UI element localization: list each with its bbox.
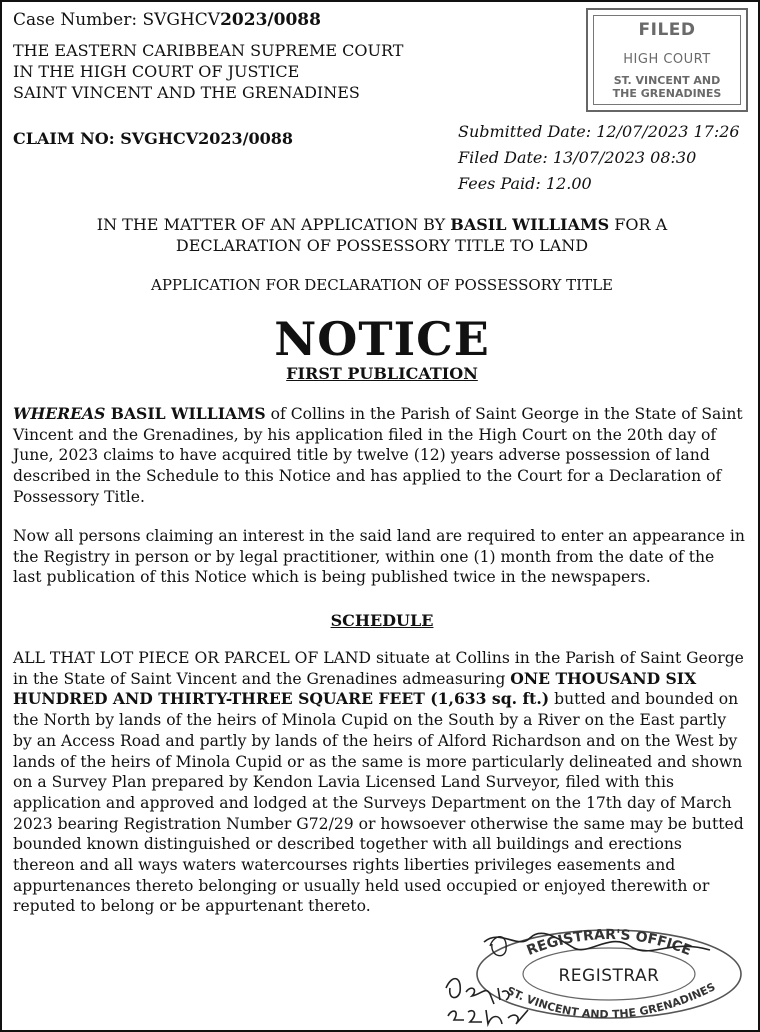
matter-line-2: DECLARATION OF POSSESSORY TITLE TO LAND: [175, 236, 589, 255]
registrar-label: REGISTRAR: [558, 966, 660, 986]
matter-suffix: FOR A: [609, 215, 668, 234]
filed-stamp-location: [588, 74, 746, 100]
whereas-text: of Collins in the Parish of Saint George in the State of Saint Vincent and the Grenadines, by his application filed in the High Court on the 20th day of June, 2023 claims to have acquired title by twelve (12) years adverse possession of land described in the Schedule to this Notice and has applied to the Court for a Declaration of Possessory Title.: [13, 405, 743, 506]
whereas-name: BASIL WILLIAMS: [105, 404, 266, 423]
filing-dates: [458, 119, 740, 197]
matter-prefix: IN THE MATTER OF AN APPLICATION BY: [96, 215, 451, 234]
deputy-handwriting: [442, 970, 562, 1030]
application-title: APPLICATION FOR DECLARATION OF POSSESSORY TITLE: [151, 276, 613, 294]
claim-number: CLAIM NO: SVGHCV2023/0088: [13, 129, 294, 148]
court-line-3: SAINT VINCENT AND THE GRENADINES: [13, 83, 360, 102]
filed-stamp-location-line-1: ST. VINCENT AND: [613, 74, 721, 87]
fees-paid: Fees Paid: 12.00: [458, 174, 592, 193]
seal-bottom-text: ST. VINCENT AND THE GRENADINES: [504, 980, 718, 1022]
applicant-name: BASIL WILLIAMS: [450, 215, 610, 234]
case-number-prefix: Case Number: SVGHCV: [13, 10, 221, 30]
case-number-year: 2023/0088: [220, 10, 321, 30]
matter-line-1: [22, 214, 742, 235]
date-handwriting-scribble: [448, 1010, 528, 1024]
court-line-1: THE EASTERN CARIBBEAN SUPREME COURT: [13, 41, 404, 60]
filed-stamp: [586, 8, 748, 112]
whereas-word: WHEREAS: [13, 404, 106, 423]
notice-title: NOTICE: [274, 312, 490, 366]
schedule-paragraph: [13, 648, 747, 917]
whereas-paragraph: [13, 404, 747, 508]
filed-date: Filed Date: 13/07/2023 08:30: [458, 148, 697, 167]
schedule-area: ONE THOUSAND SIX HUNDRED AND THIRTY-THREE SQUARE FEET (1,633 sq. ft.): [13, 668, 697, 709]
filed-stamp-location-line-2: THE GRENADINES: [612, 87, 722, 100]
schedule-text-a: ALL THAT LOT PIECE OR PARCEL OF LAND situate at Collins in the Parish of Saint George in the State of Saint Vincent and the Grenadines admeasuring: [13, 649, 744, 688]
submitted-date: Submitted Date: 12/07/2023 17:26: [458, 122, 740, 141]
first-publication: FIRST PUBLICATION: [286, 364, 478, 383]
schedule-heading: SCHEDULE: [330, 611, 434, 630]
seal-top-text: REGISTRAR'S OFFICE: [524, 926, 694, 960]
deputy-word-scribble: [446, 979, 509, 1004]
appearance-paragraph: Now all persons claiming an interest in the said land are required to enter an appearance in the Registry in person or by legal practitioner, within one (1) month from the date of the last publication of this Notice which is being published twice in the newspapers.: [13, 527, 745, 587]
court-heading: [13, 40, 403, 103]
schedule-text-b: butted and bounded on the North by lands of the heirs of Minola Cupid on the South by a River on the East partly by an Access Road and partly by lands of the heirs of Alford Richardson and on the West by lands of the heirs of Minola Cupid or as the same is more particularly delineated and shown on a Survey Plan prepared by Kendon Lavia Licensed Land Surveyor, filed with this application and approved and lodged at the Surveys Department on the 17th day of March 2023 bearing Registration Number G72/29 or howsoever otherwise the same may be butted bounded known distinguished or described together with all buildings and erections thereon and all ways waters watercourses rights liberties privileges easements and appurtenances thereto belonging or usually held used occupied or enjoyed therewith or reputed to belong or be appurtenant thereto.: [13, 690, 744, 916]
matter-heading: [22, 214, 742, 256]
filed-stamp-title: FILED: [638, 20, 696, 40]
filed-stamp-court: HIGH COURT: [623, 52, 711, 67]
case-number: [13, 10, 321, 30]
court-line-2: IN THE HIGH COURT OF JUSTICE: [13, 62, 300, 81]
